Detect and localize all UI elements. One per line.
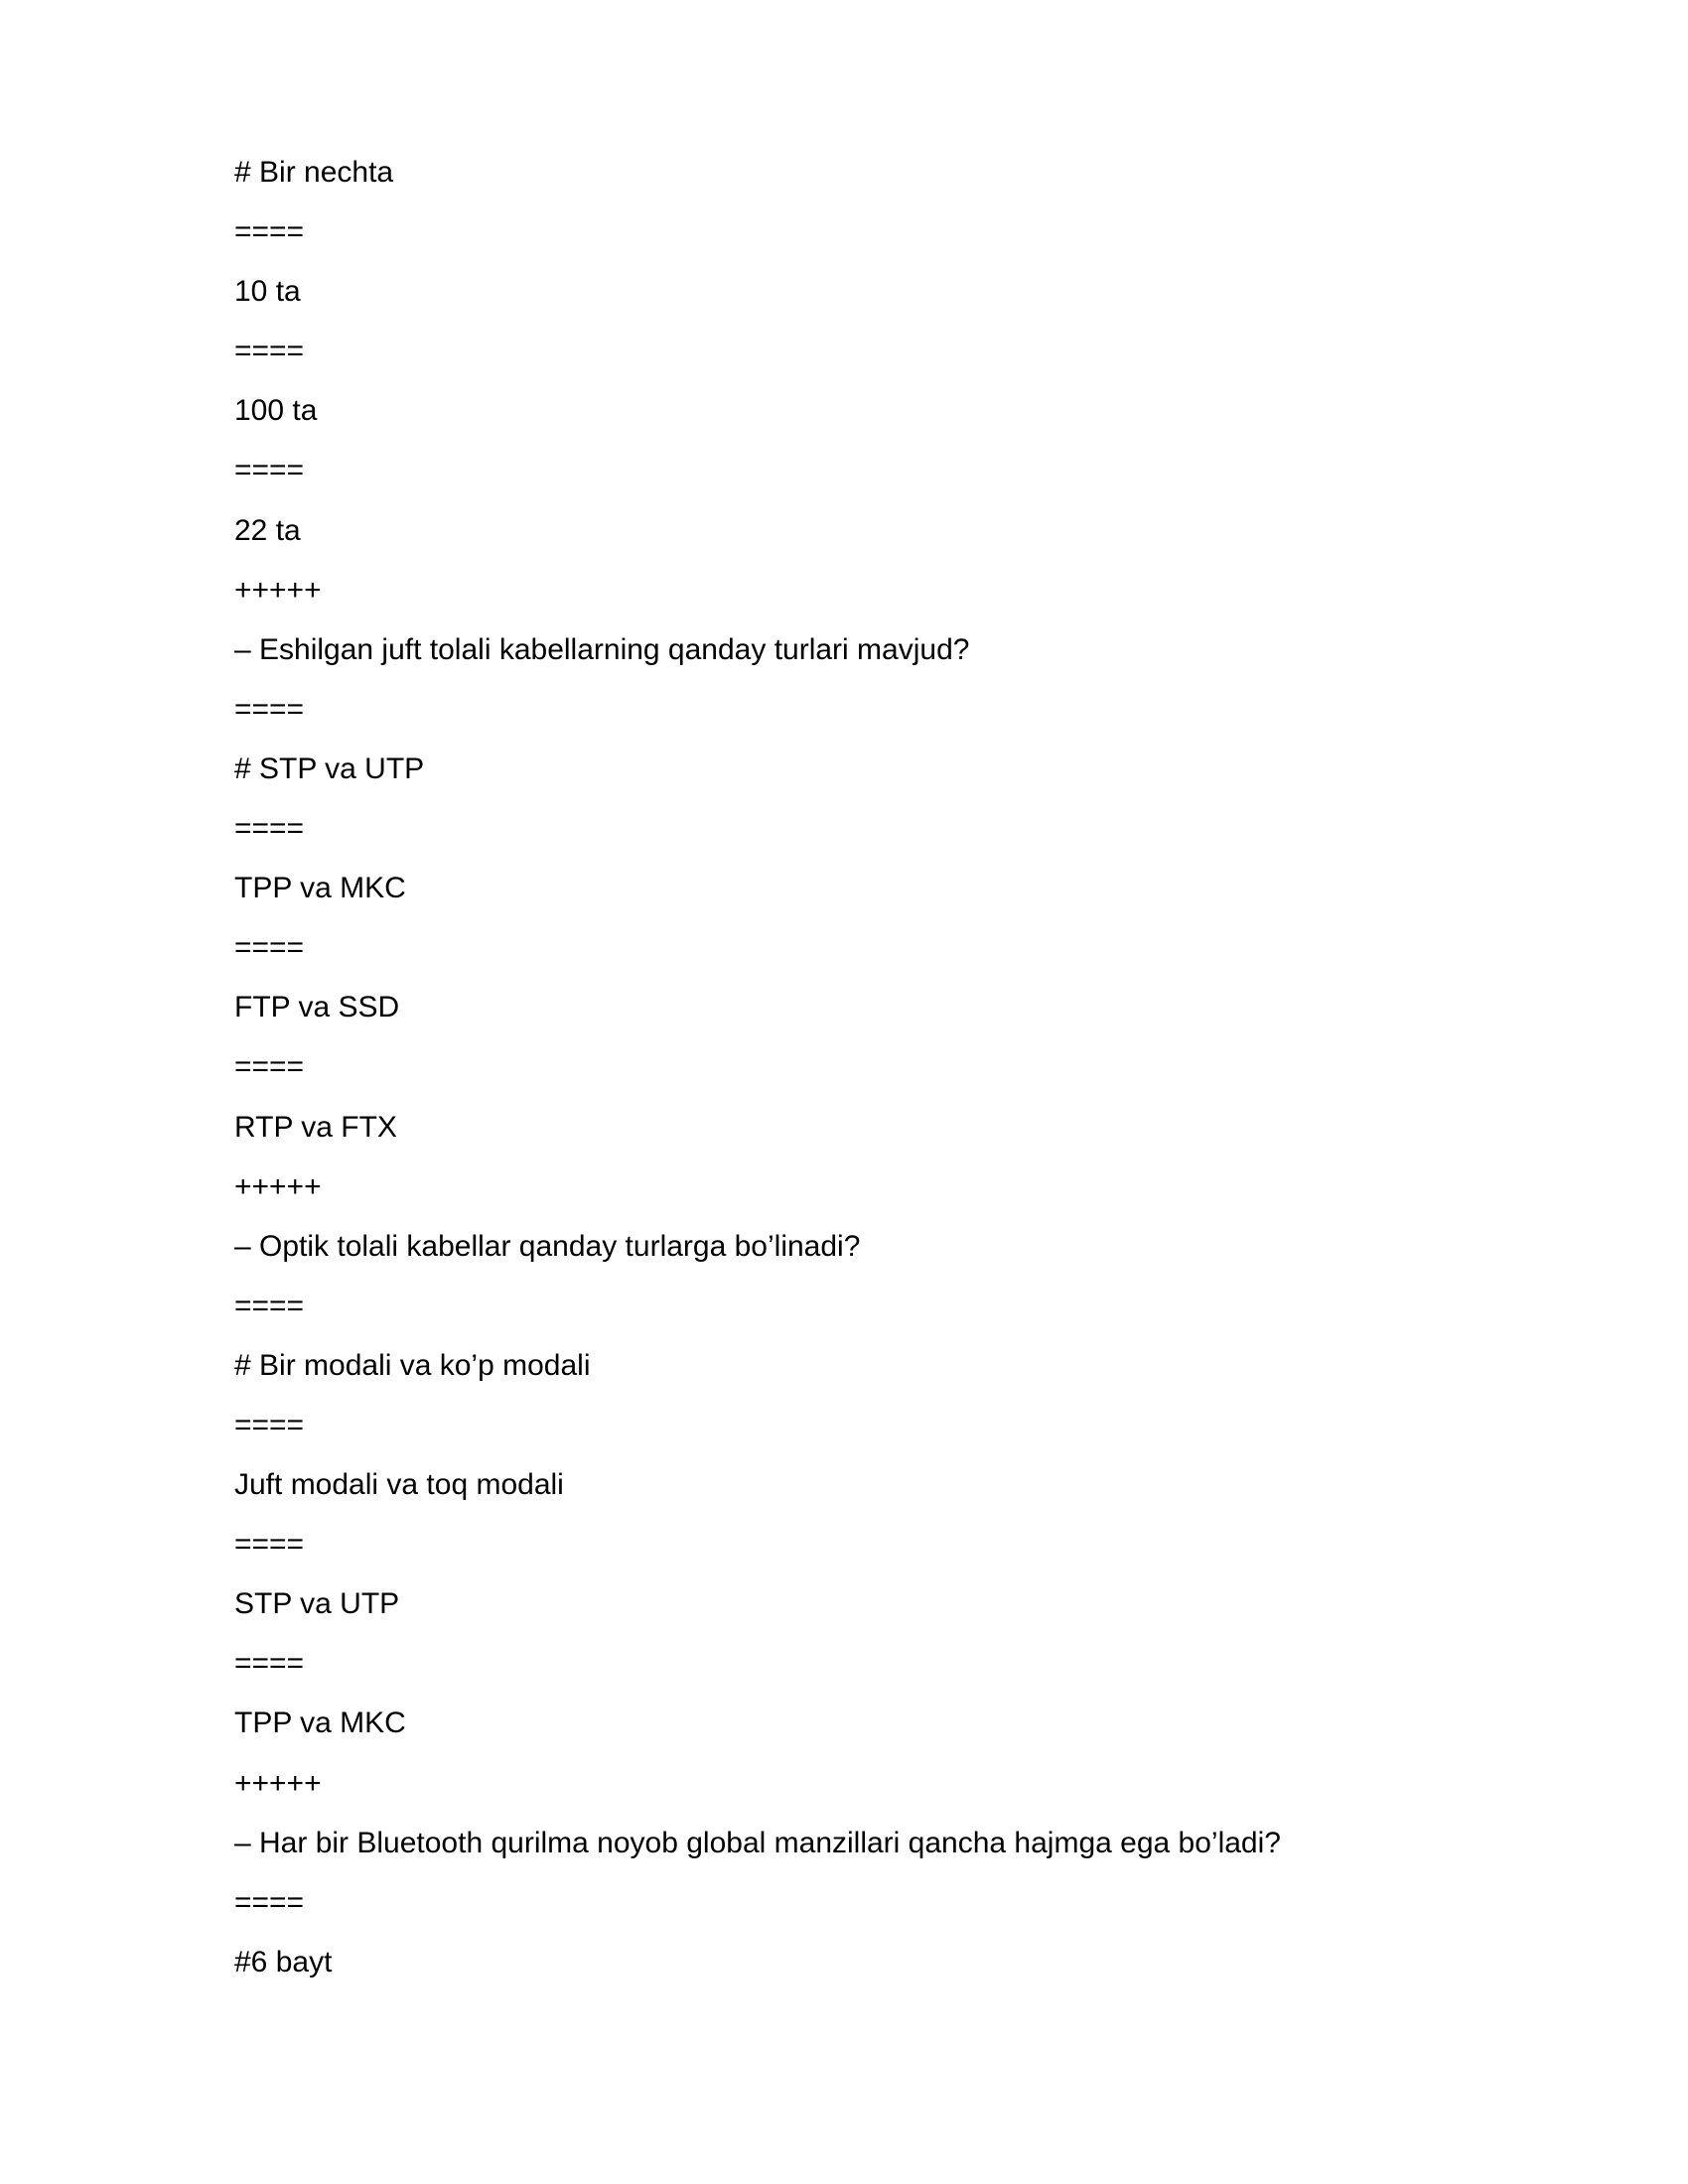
document-body <box>234 151 1525 2000</box>
text-line: TPP va MKC <box>234 1706 406 1740</box>
text-line: 10 ta <box>234 275 301 309</box>
separator-line: ==== <box>234 215 305 249</box>
text-line: #6 bayt <box>234 1945 333 1979</box>
separator-line: ==== <box>234 1289 305 1322</box>
separator-line: ==== <box>234 931 305 965</box>
text-line: STP va UTP <box>234 1587 400 1621</box>
text-line: TPP va MKC <box>234 872 406 905</box>
question-line: – Eshilgan juft tolali kabellarning qanday turlari mavjud? <box>234 632 970 666</box>
text-line: # Bir modali va ko’p modali <box>234 1348 591 1382</box>
text-line: # STP va UTP <box>234 751 425 785</box>
separator-line: ==== <box>234 1408 305 1441</box>
question-separator: +++++ <box>234 573 322 607</box>
separator-line: ==== <box>234 1050 305 1084</box>
text-line: Juft modali va toq modali <box>234 1468 564 1502</box>
separator-line: ==== <box>234 1528 305 1562</box>
separator-line: ==== <box>234 1647 305 1681</box>
question-line: – Optik tolali kabellar qanday turlarga bo’linadi? <box>234 1229 861 1263</box>
separator-line: ==== <box>234 812 305 846</box>
text-line: # Bir nechta <box>234 156 394 189</box>
question-separator: +++++ <box>234 1766 322 1800</box>
text-line: 22 ta <box>234 513 301 547</box>
separator-line: ==== <box>234 454 305 487</box>
question-separator: +++++ <box>234 1169 322 1203</box>
separator-line: ==== <box>234 335 305 368</box>
text-line: FTP va SSD <box>234 991 400 1024</box>
separator-line: ==== <box>234 692 305 726</box>
separator-line: ==== <box>234 1885 305 1919</box>
question-line: – Har bir Bluetooth qurilma noyob global manzillari qancha hajmga ega bo’ladi? <box>234 1826 1281 1859</box>
text-line: RTP va FTX <box>234 1110 397 1144</box>
text-line: 100 ta <box>234 394 318 428</box>
